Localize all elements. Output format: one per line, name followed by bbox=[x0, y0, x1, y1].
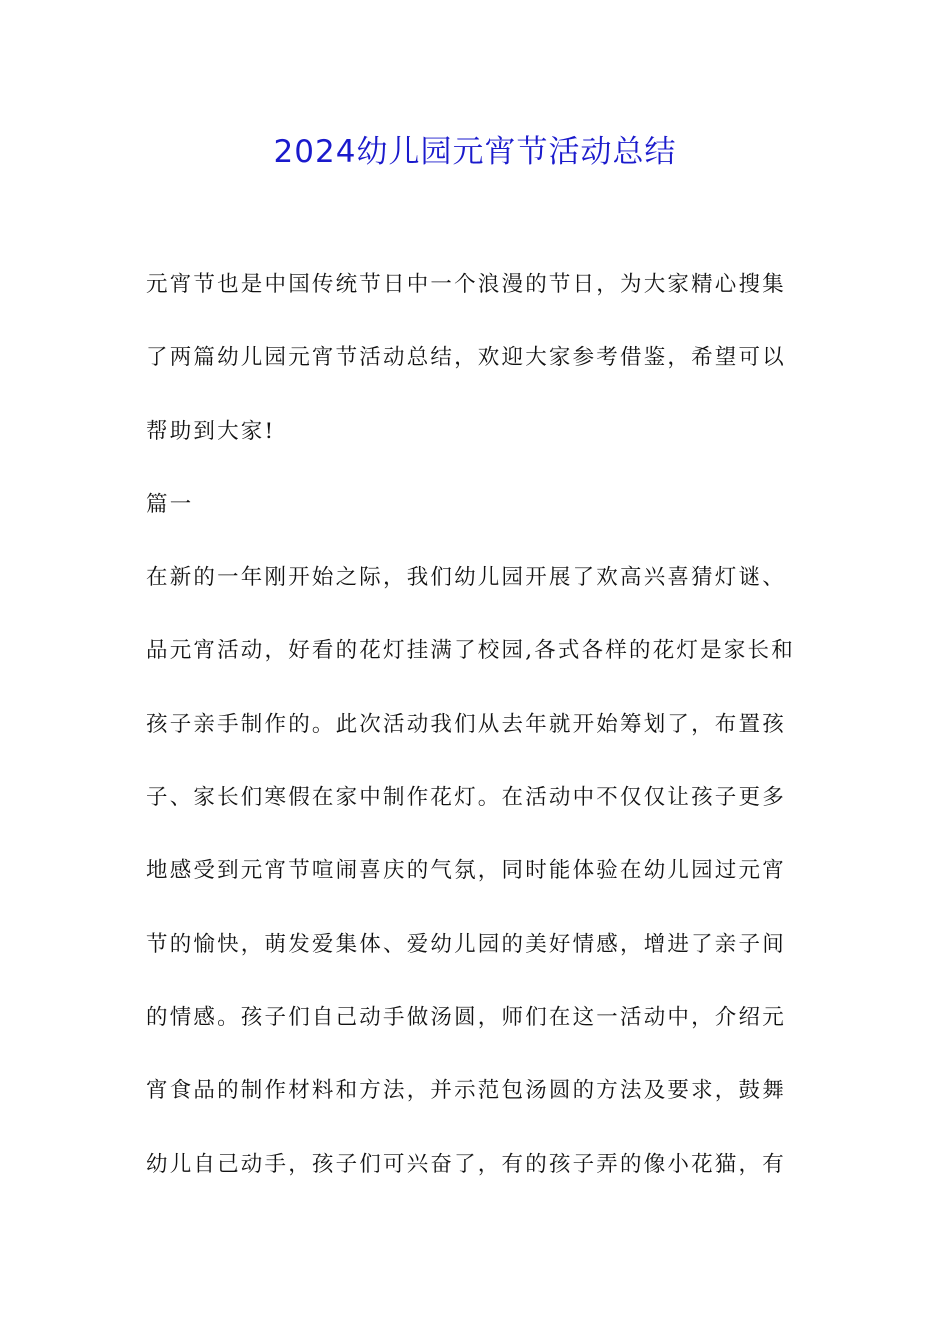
document-body bbox=[146, 263, 810, 1216]
paragraph-line: 地感受到元宵节喧闹喜庆的气氛，同时能体验在幼儿园过元宵 bbox=[146, 858, 786, 884]
section-heading: 篇一 bbox=[146, 491, 194, 517]
paragraph-line: 宵食品的制作材料和方法，并示范包汤圆的方法及要求，鼓舞 bbox=[146, 1078, 786, 1104]
paragraph-line: 元宵节也是中国传统节日中一个浪漫的节日，为大家精心搜集 bbox=[146, 272, 786, 297]
paragraph-line: 孩子亲手制作的。此次活动我们从去年就开始筹划了，布置孩 bbox=[146, 711, 786, 737]
paragraph-line: 幼儿自己动手，孩子们可兴奋了，有的孩子弄的像小花猫，有 bbox=[146, 1151, 786, 1177]
paragraph-line: 子、家长们寒假在家中制作花灯。在活动中不仅仅让孩子更多 bbox=[146, 785, 786, 811]
paragraph-line: 品元宵活动，好看的花灯挂满了校园,各式各样的花灯是家长和 bbox=[146, 638, 795, 664]
document-title: 2024幼儿园元宵节活动总结 bbox=[273, 134, 677, 170]
paragraph-line: 的情感。孩子们自己动手做汤圆，师们在这一活动中，介绍元 bbox=[146, 1004, 786, 1030]
paragraph-line: 帮助到大家! bbox=[146, 418, 276, 444]
paragraph-line: 在新的一年刚开始之际，我们幼儿园开展了欢高兴喜猜灯谜、 bbox=[146, 565, 786, 591]
paragraph-line: 节的愉快，萌发爱集体、爱幼儿园的美好情感，增进了亲子间 bbox=[146, 931, 786, 957]
paragraph-line: 了两篇幼儿园元宵节活动总结，欢迎大家参考借鉴，希望可以 bbox=[146, 345, 786, 371]
